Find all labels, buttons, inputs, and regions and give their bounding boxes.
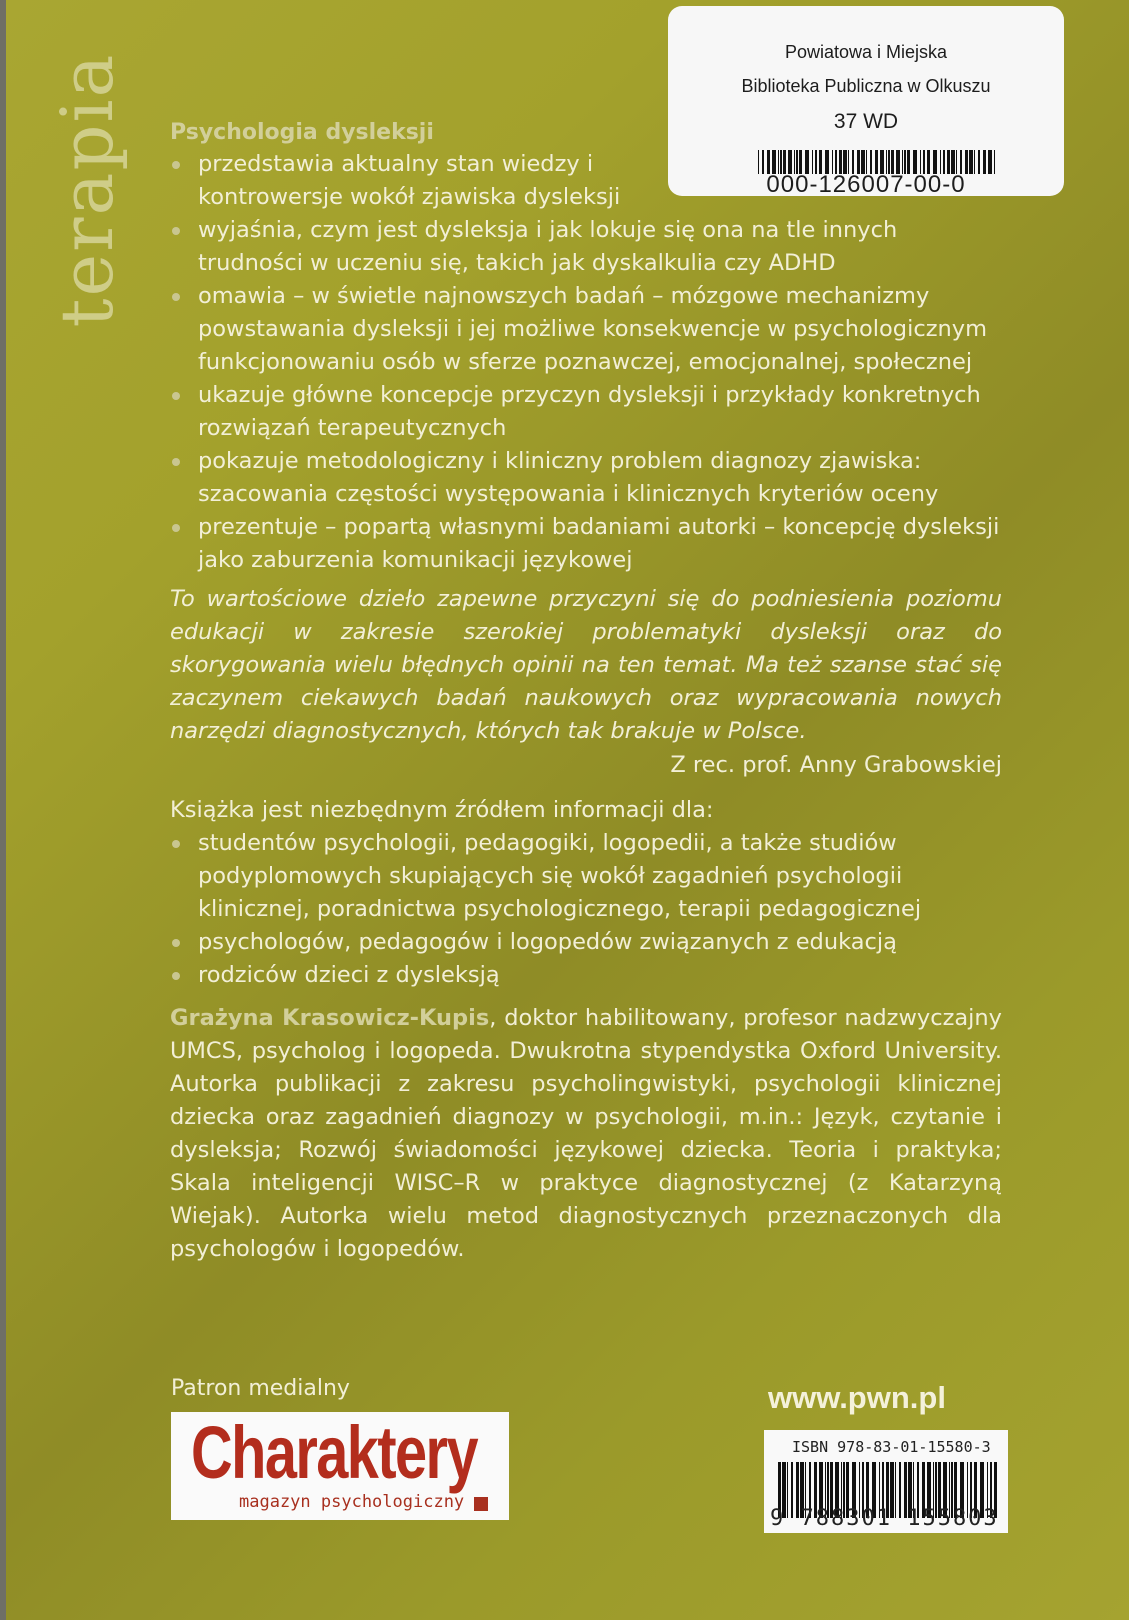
audience-item: studentów psychologii, pedagogiki, logopedii, a także studiów podyplomowych skupiających się wokół zagadnień psychologii klinicznej, poradnictwa psychologicznego, terapii pedagogicznej [170, 827, 1002, 926]
series-label-text: terapia [45, 52, 129, 328]
charaktery-logo [171, 1412, 509, 1520]
isbn-barcode-box [764, 1430, 1008, 1533]
feature-item: prezentuje – popartą własnymi badaniami autorki – koncepcję dysleksji jako zaburzenia komunikacji językowej [170, 511, 1002, 577]
back-cover-text [170, 116, 1002, 1266]
feature-item: wyjaśnia, czym jest dysleksja i jak lokuje się ona na tle innych trudności w uczeniu się, takich jak dyskalkulia czy ADHD [170, 214, 1002, 280]
audience-item: psychologów, pedagogów i logopedów związanych z edukacją [170, 926, 1002, 959]
author-bio [170, 1002, 1002, 1266]
audience-list [170, 827, 1002, 992]
review-attribution: Z rec. prof. Anny Grabowskiej [670, 752, 1002, 778]
charaktery-logo-tagline: magazyn psychologiczny [239, 1492, 465, 1512]
feature-item: ukazuje główne koncepcje przyczyn dysleksji i przykłady konkretnych rozwiązań terapeutycznych [170, 379, 1002, 445]
feature-item: przedstawia aktualny stan wiedzy i kontrowersje wokół zjawiska dysleksji [170, 148, 1002, 214]
library-name-line1: Powiatowa i Miejska [784, 42, 948, 62]
book-title: Psychologia dysleksji [170, 120, 434, 145]
audience-item: rodziców dzieci z dysleksją [170, 959, 1002, 992]
review-quote: To wartościowe dzieło zapewne przyczyni się do podniesienia poziomu edukacji w zakresie szerokiej problematyki dysleksji oraz do skorygowania wielu błędnych opinii na ten temat. Ma też szanse stać się zaczynem ciekawych badań naukowych oraz wypracowania nowych narzędzi diagnostycznych, których tak brakuje w Polsce. [170, 586, 1002, 744]
feature-item: omawia – w świetle najnowszych badań – mózgowe mechanizmy powstawania dysleksji i jej możliwe konsekwencje w psychologicznym funkcjonowaniu osób w sferze poznawczej, emocjonalnej, społecznej [170, 280, 1002, 379]
cover-left-edge [0, 0, 6, 1620]
charaktery-logo-name: Charaktery [191, 1411, 478, 1494]
shelfmark: 37 WD [833, 110, 899, 133]
isbn-label: ISBN 978-83-01-15580-3 [792, 1438, 991, 1456]
publisher-url[interactable]: www.pwn.pl [768, 1380, 946, 1415]
author-bio-text: , doktor habilitowany, profesor nadzwyczajny UMCS, psycholog i logopeda. Dwukrotna stypendystka Oxford University. Autorka publikacji z zakresu psycholingwistyki, psychologii klinicznej dziecka oraz zagadnień diagnozy w psychologii, m.in.: Język, czytanie i dysleksja; Rozwój świadomości językowej dziecka. Teoria i praktyka; Skala inteligencji WISC–R w praktyce diagnostycznej (z Katarzyną Wiejak). Autorka wielu metod diagnostycznych przeznaczonych dla psychologów i logopedów. [170, 1005, 1002, 1262]
audience-intro: Książka jest niezbędnym źródłem informacji dla: [170, 797, 714, 823]
patron-label: Patron medialny [171, 1376, 350, 1401]
isbn-digits: 9 788301 155803 [770, 1506, 999, 1531]
features-list [170, 148, 1002, 577]
feature-item: pokazuje metodologiczny i kliniczny problem diagnozy zjawiska: szacowania częstości występowania i klinicznych kryteriów oceny [170, 445, 1002, 511]
series-label [42, 30, 132, 350]
library-name-line2: Biblioteka Publiczna w Olkuszu [741, 76, 991, 96]
author-name: Grażyna Krasowicz-Kupis [170, 1005, 490, 1031]
logo-square-icon [474, 1497, 488, 1511]
library-barcode-number: 000-126007-00-0 [766, 171, 966, 198]
